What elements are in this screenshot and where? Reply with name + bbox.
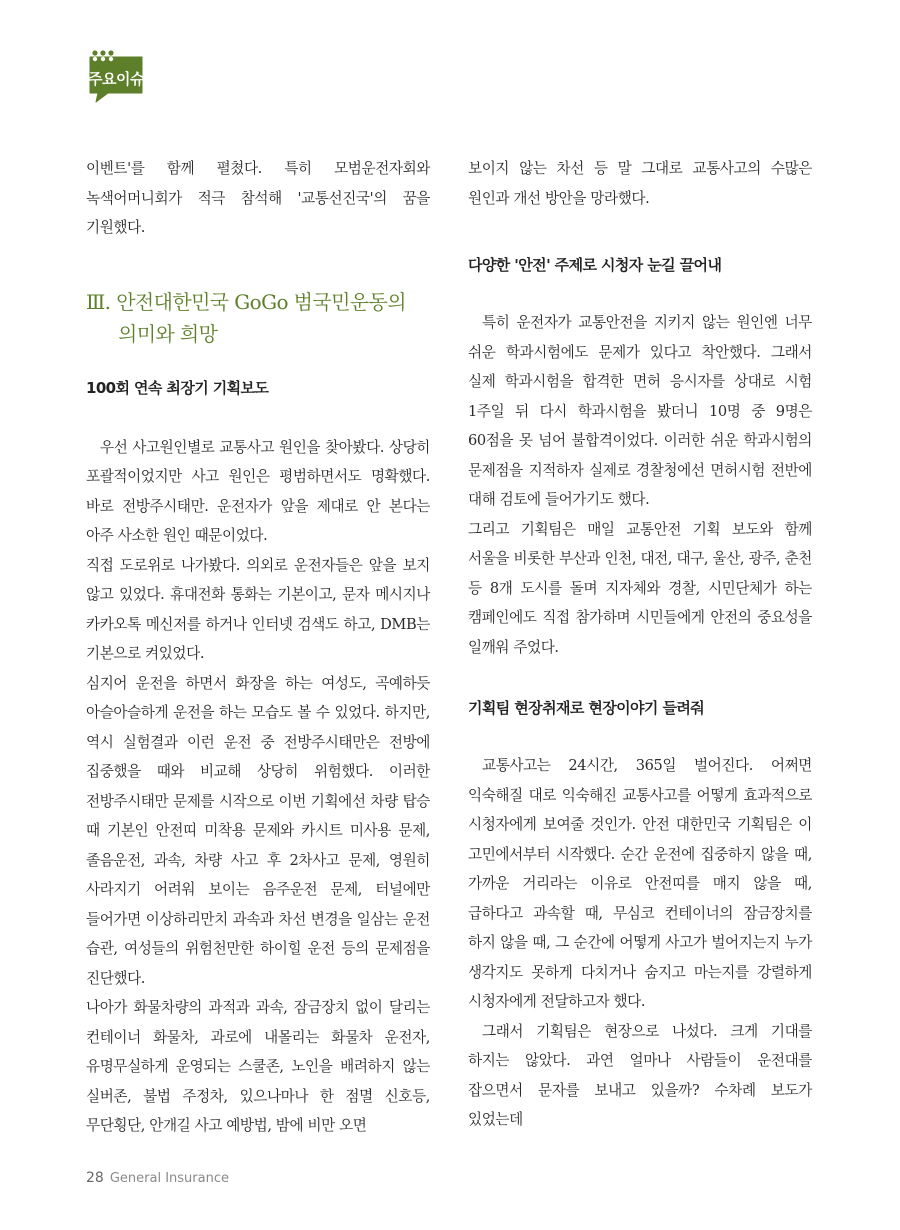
section-badge-label: 주요이슈 xyxy=(88,70,144,88)
right-column xyxy=(468,154,812,1135)
section-title-line1: Ⅲ. 안전대한민국 GoGo 범국민운동의 xyxy=(86,289,406,314)
right-paragraph-4: 그래서 기획팀은 현장으로 나섰다. 크게 기대를 하지는 않았다. 과연 얼마나 사람들이 운전대를 잡으면서 문자를 보내고 있을까? 수차례 보도가 있었는데 xyxy=(468,1022,812,1128)
page-footer xyxy=(86,1170,229,1186)
left-intro-paragraph: 이벤트'를 함께 펼쳤다. 특히 모범운전자회와 녹색어머니회가 적극 참석해 '교통선진국'의 꿈을 기원했다. xyxy=(86,160,430,236)
right-paragraph-2: 그리고 기획팀은 매일 교통안전 기획 보도와 함께 서울을 비롯한 부산과 인천, 대전, 대구, 울산, 광주, 춘천 등 8개 도시를 돌며 지자체와 경찰, 시민단체가 하는 캠페인에도 직접 참가하며 시민들에게 안전의 중요성을 일깨워 주었다. xyxy=(468,520,812,656)
section-title xyxy=(86,286,430,350)
section-title-line2: 의미와 희망 xyxy=(118,321,218,346)
right-intro-paragraph: 보이지 않는 차선 등 말 그대로 교통사고의 수많은 원인과 개선 방안을 망라했다. xyxy=(468,160,812,207)
right-paragraph-3: 교통사고는 24시간, 365일 벌어진다. 어쩌면 익숙해질 대로 익숙해진 교통사고를 어떻게 효과적으로 시청자에게 보여줄 것인가. 안전 대한민국 기획팀은 이 고민에서부터 시작했다. 순간 운전에 집중하지 않을 때, 가까운 거리라는 이유로 안전띠를 매지 않을 때, 급하다고 과속할 때, 무심코 컨테이너의 잠금장치를 하지 않을 때, 그 순간에 어떻게 사고가 벌어지는지 누가 생각지도 못하게 다치거나 숨지고 마는지를 강렬하게 시청자에게 전달하고자 했다. xyxy=(468,757,812,1010)
subhead-safety-topics: 다양한 '안전' 주제로 시청자 눈길 끌어내 xyxy=(468,256,722,274)
left-column xyxy=(86,154,430,1141)
page-number: 28 xyxy=(86,1170,104,1186)
left-paragraph-3: 심지어 운전을 하면서 화장을 하는 여성도, 곡예하듯 아슬아슬하게 운전을 하는 모습도 볼 수 있었다. 하지만, 역시 실험결과 이런 운전 중 전방주시태만은 전방에 집중했을 때와 비교해 상당히 위험했다. 이러한 전방주시태만 문제를 시작으로 이번 기획에선 차량 탑승 때 기본인 안전띠 미착용 문제와 카시트 미사용 문제, 졸음운전, 과속, 차량 사고 후 2차사고 문제, 영원히 사라지기 어려워 보이는 음주운전 문제, 터널에만 들어가면 이상하리만치 과속과 차선 변경을 일삼는 운전 습관, 여성들의 위험천만한 하이힐 운전 등의 문제점을 진단했다. xyxy=(86,674,430,987)
left-paragraph-4: 나아가 화물차량의 과적과 과속, 잠금장치 없이 달리는 컨테이너 화물차, 과로에 내몰리는 화물차 운전자, 유명무실하게 운영되는 스쿨존, 노인을 배려하지 않는 실버존, 불법 주정차, 있으나마나 한 점멸 신호등, 무단횡단, 안개길 사고 예방법, 밤에 비만 오면 xyxy=(86,999,430,1134)
subhead-field-reporting: 기획팀 현장취재로 현장이야기 들려줘 xyxy=(468,699,705,717)
right-paragraph-1: 특히 운전자가 교통안전을 지키지 않는 원인엔 너무 쉬운 학과시험에도 문제가 있다고 착안했다. 그래서 실제 학과시험을 합격한 면허 응시자를 상대로 시험 1주일 뒤 다시 학과시험을 봤더니 10명 중 9명은 60점을 못 넘어 불합격이었다. 이러한 쉬운 학과시험의 문제점을 지적하자 실제로 경찰청에선 면허시험 전반에 대해 검토에 들어가기도 했다. xyxy=(468,314,812,508)
left-paragraph-2: 직접 도로위로 나가봤다. 의외로 운전자들은 앞을 보지 않고 있었다. 휴대전화 통화는 기본이고, 문자 메시지나 카카오톡 메신저를 하거나 인터넷 검색도 하고, DMB는 기본으로 켜있었다. xyxy=(86,556,430,662)
subhead-100-reports: 100회 연속 최장기 기획보도 xyxy=(86,378,269,397)
left-paragraph-1: 우선 사고원인별로 교통사고 원인을 찾아봤다. 상당히 포괄적이었지만 사고 원인은 평범하면서도 명확했다. 바로 전방주시태만. 운전자가 앞을 제대로 안 본다는 아주 사소한 원인 때문이었다. xyxy=(86,438,430,544)
publication-name: General Insurance xyxy=(109,1171,229,1186)
